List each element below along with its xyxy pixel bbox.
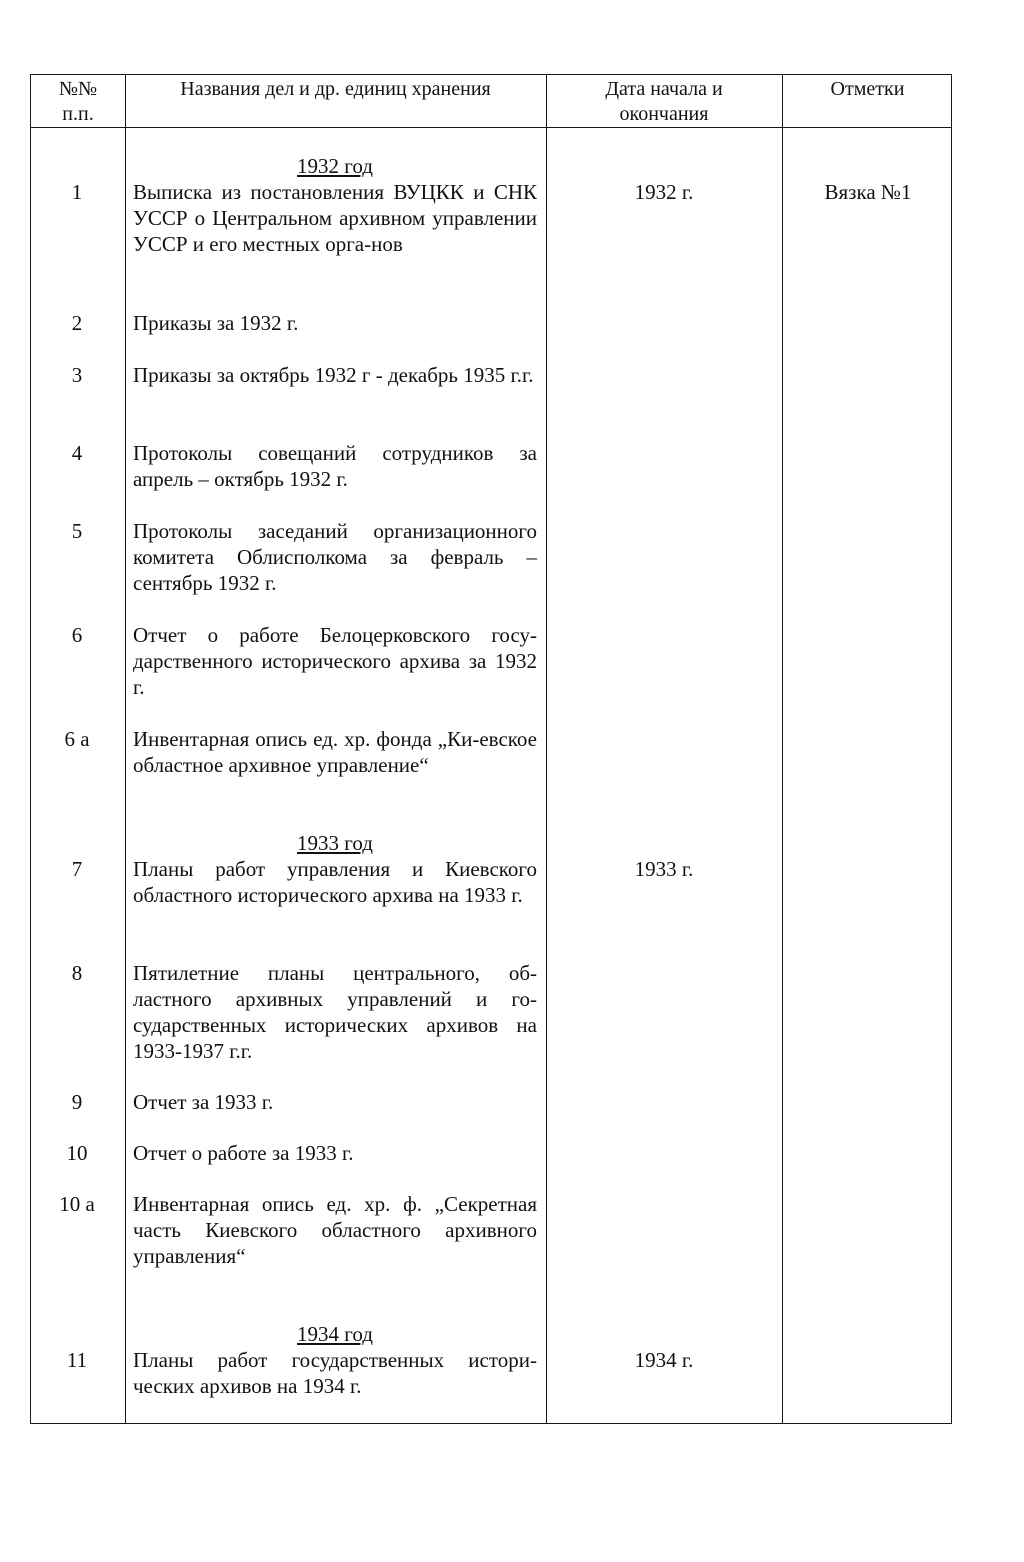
row-number: 6 (71, 623, 83, 647)
header-number (31, 75, 125, 127)
header-number-line2: п.п. (62, 103, 94, 125)
row-number: 11 (66, 1348, 88, 1372)
column-divider (125, 75, 126, 1423)
row-title: Инвентарная опись ед. хр. фонда „Ки-евское областное архивное управление“ (133, 727, 537, 777)
row-title: Планы работ управления и Киевского областного исторического архива на 1933 г. (133, 857, 537, 907)
header-date-line2: окончания (619, 103, 709, 125)
row-title: Отчет за 1933 г. (133, 1090, 274, 1114)
row-title: Приказы за октябрь 1932 г - декабрь 1935 г.г. (133, 363, 534, 387)
inventory-table (30, 74, 952, 1424)
section-date: 1934 г. (634, 1348, 694, 1372)
row-title: Выписка из постановления ВУЦКК и СНК УССР о Центральном архивном управлении УССР и его местных орга-нов (133, 180, 537, 256)
header-date-line1: Дата начала и (605, 78, 723, 100)
row-number: 4 (71, 441, 83, 465)
year-heading: 1932 год (297, 154, 373, 178)
year-heading: 1933 год (297, 831, 373, 855)
row-title: Приказы за 1932 г. (133, 311, 299, 335)
section-date: 1932 г. (634, 180, 694, 204)
row-title: Протоколы совещаний сотрудников за апрель – октябрь 1932 г. (133, 441, 537, 491)
row-number: 10 (66, 1141, 88, 1165)
header-title: Названия дел и др. единиц хранения (180, 78, 491, 100)
row-title: Протоколы заседаний организационного комитета Облисполкома за февраль – сентябрь 1932 г. (133, 519, 537, 595)
year-heading: 1934 год (297, 1322, 373, 1346)
row-number: 9 (71, 1090, 83, 1114)
row-title: Пятилетние планы центрального, об-ластного архивных управлений и го-сударственных исторических архивов на 1933-1937 г.г. (133, 961, 537, 1063)
row-number: 7 (71, 857, 83, 881)
column-divider (546, 75, 547, 1423)
row-number: 5 (71, 519, 83, 543)
header-divider (31, 127, 951, 128)
header-date (546, 75, 782, 127)
row-title: Отчет о работе Белоцерковского госу-дарственного исторического архива за 1932 г. (133, 623, 537, 699)
header-notes: Отметки (830, 78, 905, 100)
row-number: 2 (71, 311, 83, 335)
row-number: 8 (71, 961, 83, 985)
row-number: 10 а (59, 1192, 95, 1216)
row-title: Отчет о работе за 1933 г. (133, 1141, 354, 1165)
header-number-line1: №№ (58, 78, 98, 100)
section-date: 1933 г. (634, 857, 694, 881)
column-divider (782, 75, 783, 1423)
row-number: 1 (71, 180, 83, 204)
section-note: Вязка №1 (824, 180, 912, 204)
row-number: 6 а (64, 727, 90, 751)
row-title: Инвентарная опись ед. хр. ф. „Секретная часть Киевского областного архивного управления“ (133, 1192, 537, 1268)
row-number: 3 (71, 363, 83, 387)
row-title: Планы работ государственных истори-ческих архивов на 1934 г. (133, 1348, 537, 1398)
